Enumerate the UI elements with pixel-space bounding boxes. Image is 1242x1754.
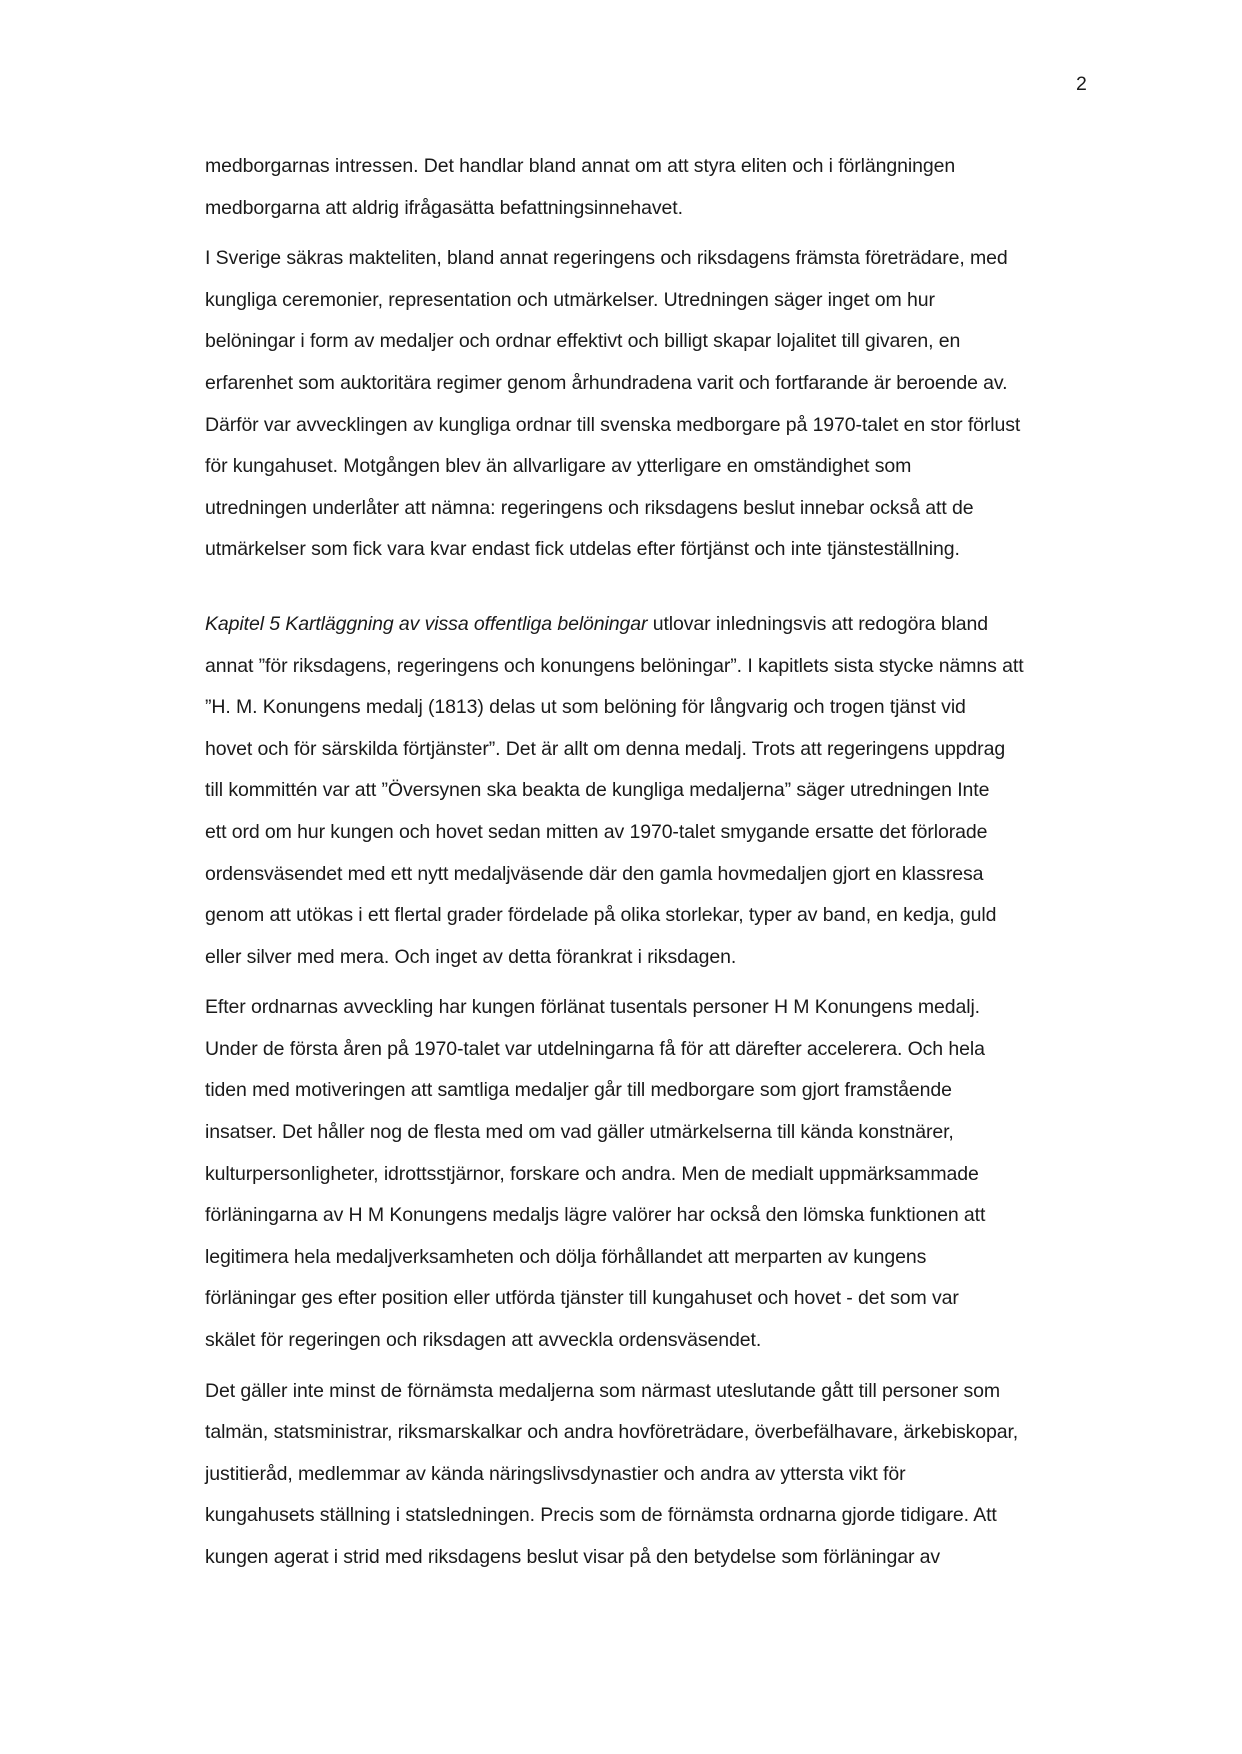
text-line: ordensväsendet med ett nytt medaljväsende där den gamla hovmedaljen gjort en klassresa: [205, 862, 984, 885]
text-line: justitieråd, medlemmar av kända näringslivsdynastier och andra av yttersta vikt för: [205, 1462, 906, 1485]
text-line: förläningar ges efter position eller utförda tjänster till kungahuset och hovet - det som var: [205, 1287, 959, 1310]
text-line: kulturpersonligheter, idrottsstjärnor, forskare och andra. Men de medialt uppmärksammade: [205, 1162, 979, 1185]
text-line: Därför var avvecklingen av kungliga ordnar till svenska medborgare på 1970-talet en stor förlust: [205, 413, 1021, 436]
text-line: förläningarna av H M Konungens medaljs lägre valörer har också den lömska funktionen att: [205, 1204, 986, 1227]
paragraph: [205, 987, 1115, 1361]
text-line: kungahusets ställning i statsledningen. Precis som de förnämsta ordnarna gjorde tidigare. Att: [205, 1504, 997, 1527]
text-line: ”H. M. Konungens medalj (1813) delas ut som belöning för långvarig och trogen tjänst vid: [205, 696, 966, 719]
text-line: erfarenhet som auktoritära regimer genom århundradena varit och fortfarande är beroende av.: [205, 371, 1008, 394]
text-line: för kungahuset. Motgången blev än allvarligare av ytterligare en omständighet som: [205, 455, 912, 478]
paragraph: [205, 1371, 1115, 1579]
text-line: I Sverige säkras makteliten, bland annat regeringens och riksdagens främsta företrädare, med: [205, 247, 1008, 270]
text-line: talmän, statsministrar, riksmarskalkar och andra hovföreträdare, överbefälhavare, ärkebiskopar,: [205, 1421, 1019, 1444]
text-line: annat ”för riksdagens, regeringens och konungens belöningar”. I kapitlets sista stycke nämns att: [205, 654, 1024, 677]
text-line: skälet för regeringen och riksdagen att avveckla ordensväsendet.: [205, 1329, 762, 1352]
text-line: kungliga ceremonier, representation och utmärkelser. Utredningen säger inget om hur: [205, 288, 935, 311]
text-line: ett ord om hur kungen och hovet sedan mitten av 1970-talet smygande ersatte det förlorade: [205, 820, 988, 843]
paragraph: [205, 604, 1115, 978]
document-body: [205, 146, 1115, 1588]
text-line: eller silver med mera. Och inget av detta förankrat i riksdagen.: [205, 945, 737, 968]
chapter-reference-italic: Kapitel 5 Kartläggning av vissa offentliga belöningar: [205, 612, 648, 635]
text-line: utmärkelser som fick vara kvar endast fick utdelas efter förtjänst och inte tjänsteställning.: [205, 538, 960, 561]
page-number: 2: [1076, 73, 1087, 95]
text-line: Kapitel 5 Kartläggning av vissa offentliga belöningar utlovar inledningsvis att redogöra bland: [205, 612, 989, 635]
text-line: legitimera hela medaljverksamheten och dölja förhållandet att merparten av kungens: [205, 1245, 927, 1268]
text-line: medborgarnas intressen. Det handlar bland annat om att styra eliten och i förlängningen: [205, 155, 956, 177]
text-line: kungen agerat i strid med riksdagens beslut visar på den betydelse som förläningar av: [205, 1546, 941, 1568]
paragraph: [205, 238, 1115, 571]
text-line: Det gäller inte minst de förnämsta medaljerna som närmast uteslutande gått till personer som: [205, 1379, 1001, 1402]
text-line: medborgarna att aldrig ifrågasätta befattningsinnehavet.: [205, 196, 683, 219]
text-line: belöningar i form av medaljer och ordnar effektivt och billigt skapar lojalitet till givaren, en: [205, 330, 961, 353]
text-line: hovet och för särskilda förtjänster”. Det är allt om denna medalj. Trots att regeringens uppdrag: [205, 737, 1006, 760]
text-line: till kommittén var att ”Översynen ska beakta de kungliga medaljerna” säger utredningen Inte: [205, 779, 990, 802]
text-line: insatser. Det håller nog de flesta med om vad gäller utmärkelserna till kända konstnärer,: [205, 1121, 954, 1144]
text-line: genom att utökas i ett flertal grader fördelade på olika storlekar, typer av band, en kedja, guld: [205, 904, 997, 927]
text-line: utredningen underlåter att nämna: regeringens och riksdagens beslut innebar också att de: [205, 496, 974, 519]
text-line: Efter ordnarnas avveckling har kungen förlänat tusentals personer H M Konungens medalj.: [205, 996, 980, 1019]
paragraph: [205, 146, 1115, 229]
text-line: Under de första åren på 1970-talet var utdelningarna få för att därefter accelerera. Och hela: [205, 1037, 985, 1060]
text-line: tiden med motiveringen att samtliga medaljer går till medborgare som gjort framstående: [205, 1079, 952, 1102]
